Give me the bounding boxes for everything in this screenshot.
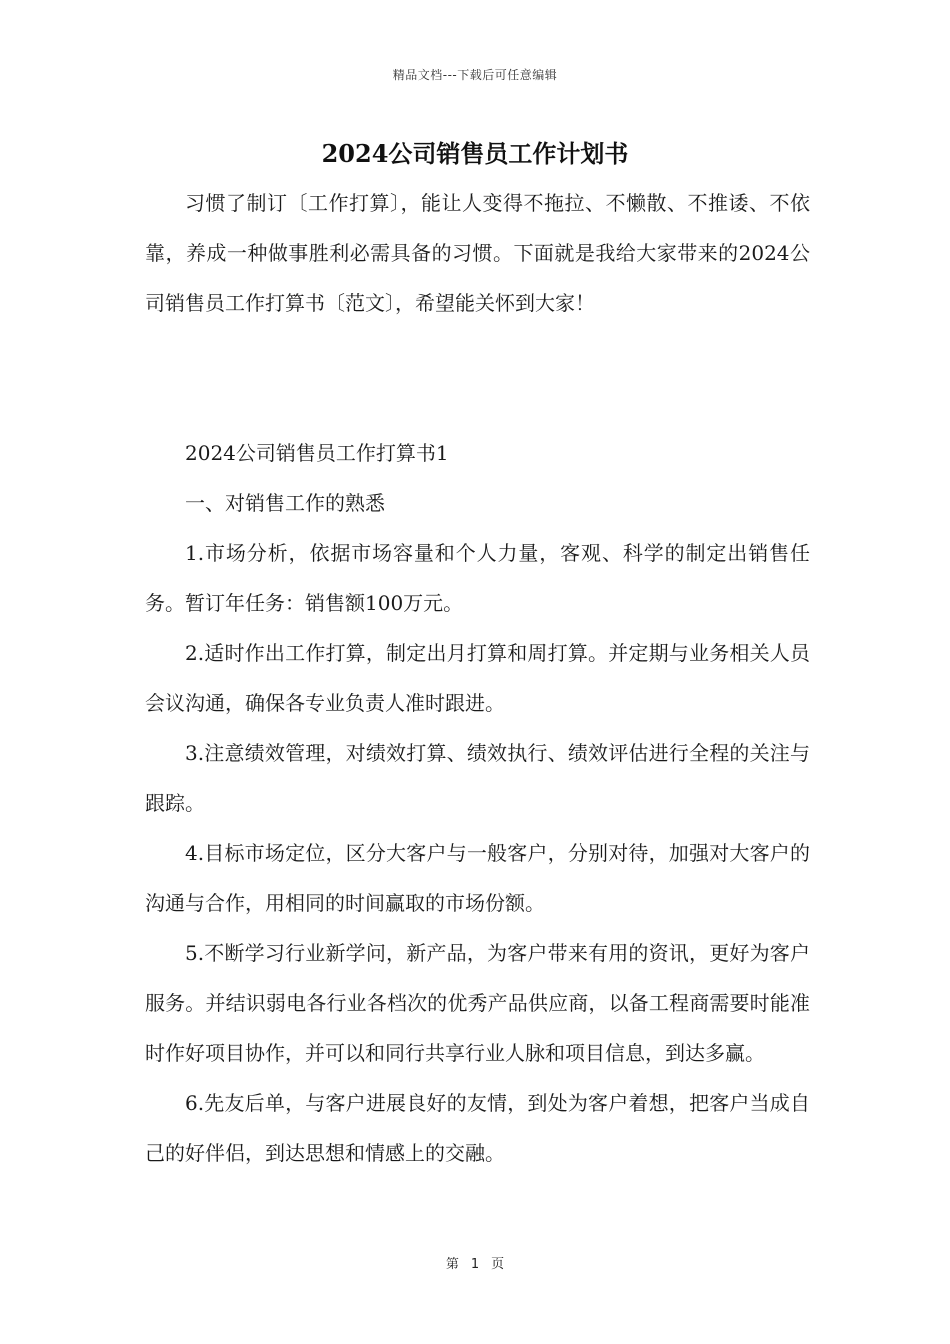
list-item: 1.市场分析，依据市场容量和个人力量，客观、科学的制定出销售任务。暂订年任务：销售额100万元。 (145, 541, 810, 615)
section-title: 2024公司销售员工作打算书1 (185, 441, 449, 465)
document-title: 2024公司销售员工作计划书 (321, 139, 629, 168)
list-item: 3.注意绩效管理，对绩效打算、绩效执行、绩效评估进行全程的关注与跟踪。 (145, 741, 810, 815)
subsection-title: 一、对销售工作的熟悉 (185, 491, 385, 515)
list-item: 4.目标市场定位，区分大客户与一般客户，分别对待，加强对大客户的沟通与合作，用相同的时间赢取的市场份额。 (145, 841, 810, 915)
page-footer (0, 1253, 950, 1272)
footer-suffix: 页 (491, 1257, 505, 1272)
page-header: 精品文档---下载后可任意编辑 (392, 68, 558, 82)
page-number: 1 (470, 1257, 480, 1272)
list-item: 5.不断学习行业新学问，新产品，为客户带来有用的资讯，更好为客户服务。并结识弱电各行业各档次的优秀产品供应商，以备工程商需要时能准时作好项目协作，并可以和同行共享行业人脉和项目信息，到达多赢。 (145, 941, 810, 1065)
document-body (145, 178, 810, 1178)
list-item: 6.先友后单，与客户进展良好的友情，到处为客户着想，把客户当成自己的好伴侣，到达思想和情感上的交融。 (145, 1091, 810, 1165)
footer-prefix: 第 (445, 1257, 459, 1272)
list-item: 2.适时作出工作打算，制定出月打算和周打算。并定期与业务相关人员会议沟通，确保各专业负责人准时跟进。 (145, 641, 810, 715)
section-spacer (145, 328, 810, 428)
intro-paragraph: 习惯了制订〔工作打算〕，能让人变得不拖拉、不懒散、不推诿、不依靠，养成一种做事胜利必需具备的习惯。下面就是我给大家带来的2024公司销售员工作打算书〔范文〕，希望能关怀到大家！ (145, 191, 810, 315)
